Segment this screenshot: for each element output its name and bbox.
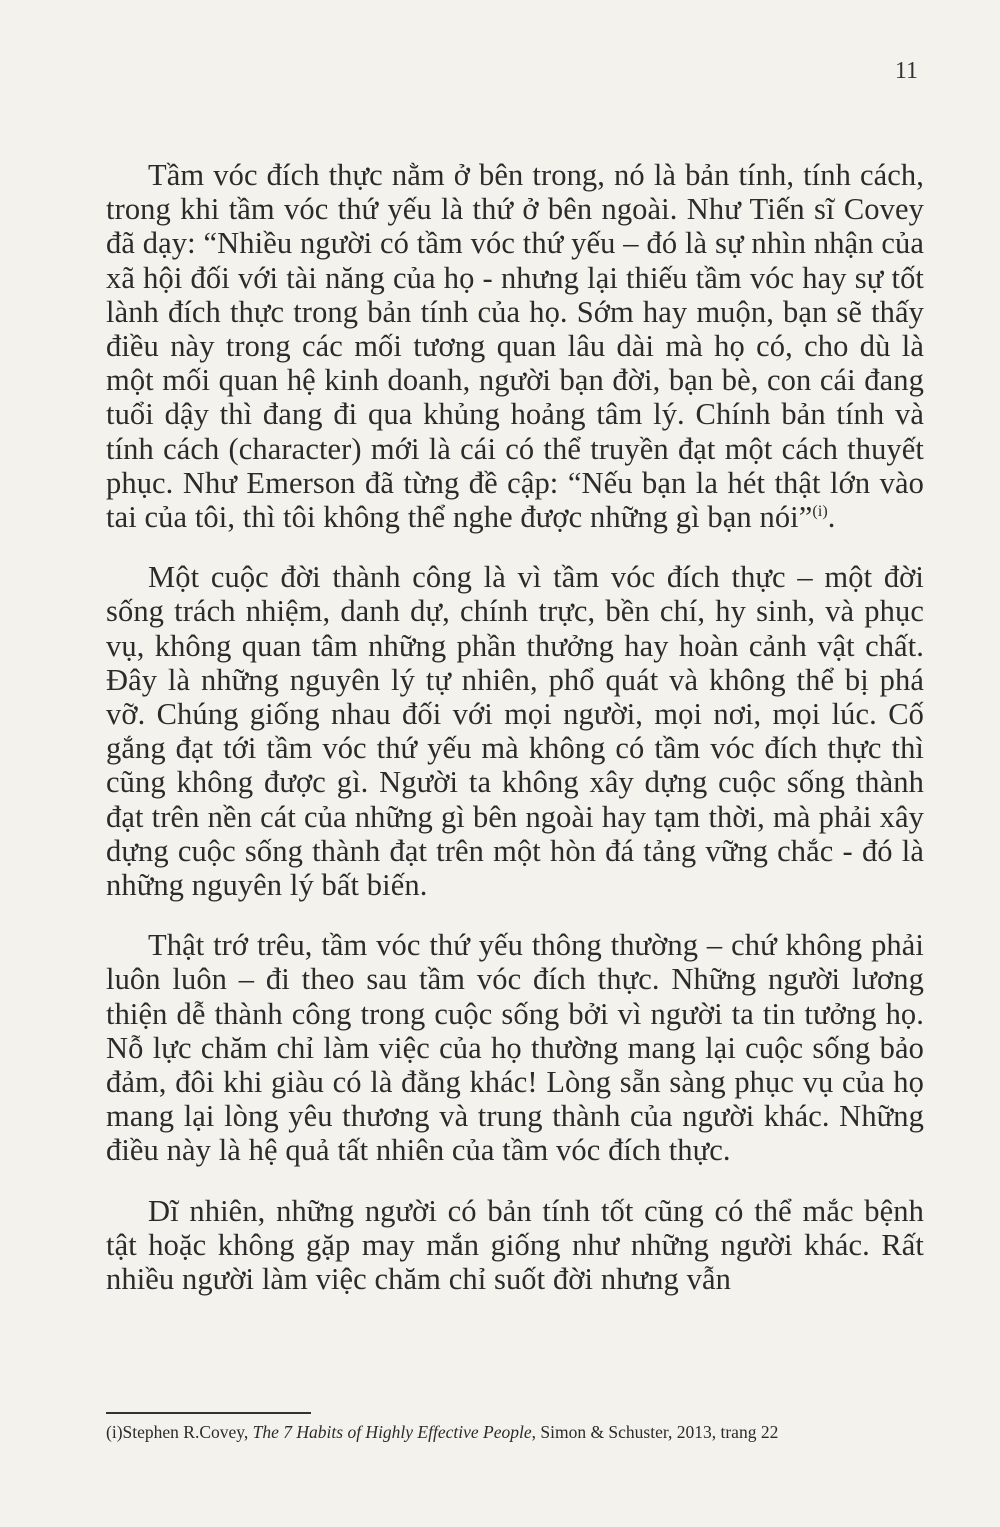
paragraph-1-tail: . (827, 500, 836, 535)
paragraph-1 (106, 158, 924, 534)
body-text (106, 158, 924, 1322)
page-number: 11 (894, 58, 918, 84)
footnote-publication: , Simon & Schuster, 2013, trang 22 (531, 1422, 779, 1442)
footnote (106, 1421, 936, 1443)
footnote-divider (106, 1412, 311, 1414)
paragraph-3: Thật trớ trêu, tầm vóc thứ yếu thông thường – chứ không phải luôn luôn – đi theo sau tầm vóc đích thực. Những người lương thiện dễ thành công trong cuộc sống bởi vì người ta tin tưởng họ. Nỗ lực chăm chỉ làm việc của họ thường mang lại cuộc sống bảo đảm, đôi khi giàu có là đằng khác! Lòng sẵn sàng phục vụ của họ mang lại lòng yêu thương và trung thành của người khác. Những điều này là hệ quả tất nhiên của tầm vóc đích thực. (106, 928, 924, 1168)
footnote-book-title: The 7 Habits of Highly Effective People (252, 1422, 532, 1442)
paragraph-2: Một cuộc đời thành công là vì tầm vóc đích thực – một đời sống trách nhiệm, danh dự, chính trực, bền chí, hy sinh, và phục vụ, không quan tâm những phần thưởng hay hoàn cảnh vật chất. Đây là những nguyên lý tự nhiên, phổ quát và không thể bị phá vỡ. Chúng giống nhau đối với mọi người, mọi nơi, mọi lúc. Cố gắng đạt tới tầm vóc thứ yếu mà không có tầm vóc đích thực thì cũng không được gì. Người ta không xây dựng cuộc sống thành đạt trên nền cát của những gì bên ngoài hay tạm thời, mà phải xây dựng cuộc sống thành đạt trên một hòn đá tảng vững chắc - đó là những nguyên lý bất biến. (106, 560, 924, 903)
footnote-reference: (i) (812, 502, 828, 520)
footnote-marker: (i) (106, 1422, 123, 1442)
paragraph-1-text: Tầm vóc đích thực nằm ở bên trong, nó là bản tính, tính cách, trong khi tầm vóc thứ yếu là thứ ở bên ngoài. Như Tiến sĩ Covey đã dạy: “Nhiều người có tầm vóc thứ yếu – đó là sự nhìn nhận của xã hội đối với tài năng của họ - nhưng lại thiếu tầm vóc hay sự tốt lành đích thực trong bản tính của họ. Sớm hay muộn, bạn sẽ thấy điều này trong các mối tương quan lâu dài mà họ có, cho dù là một mối quan hệ kinh doanh, người bạn đời, bạn bè, con cái đang tuổi dậy thì đang đi qua khủng hoảng tâm lý. Chính bản tính và tính cách (character) mới là cái có thể truyền đạt một cách thuyết phục. Như Emerson đã từng đề cập: “Nếu bạn la hét thật lớn vào tai của tôi, thì tôi không thể nghe được những gì bạn nói” (106, 158, 924, 535)
footnote-author: Stephen R.Covey, (122, 1422, 253, 1442)
paragraph-4: Dĩ nhiên, những người có bản tính tốt cũng có thể mắc bệnh tật hoặc không gặp may mắn giống như những người khác. Rất nhiều người làm việc chăm chỉ suốt đời nhưng vẫn (106, 1193, 924, 1297)
